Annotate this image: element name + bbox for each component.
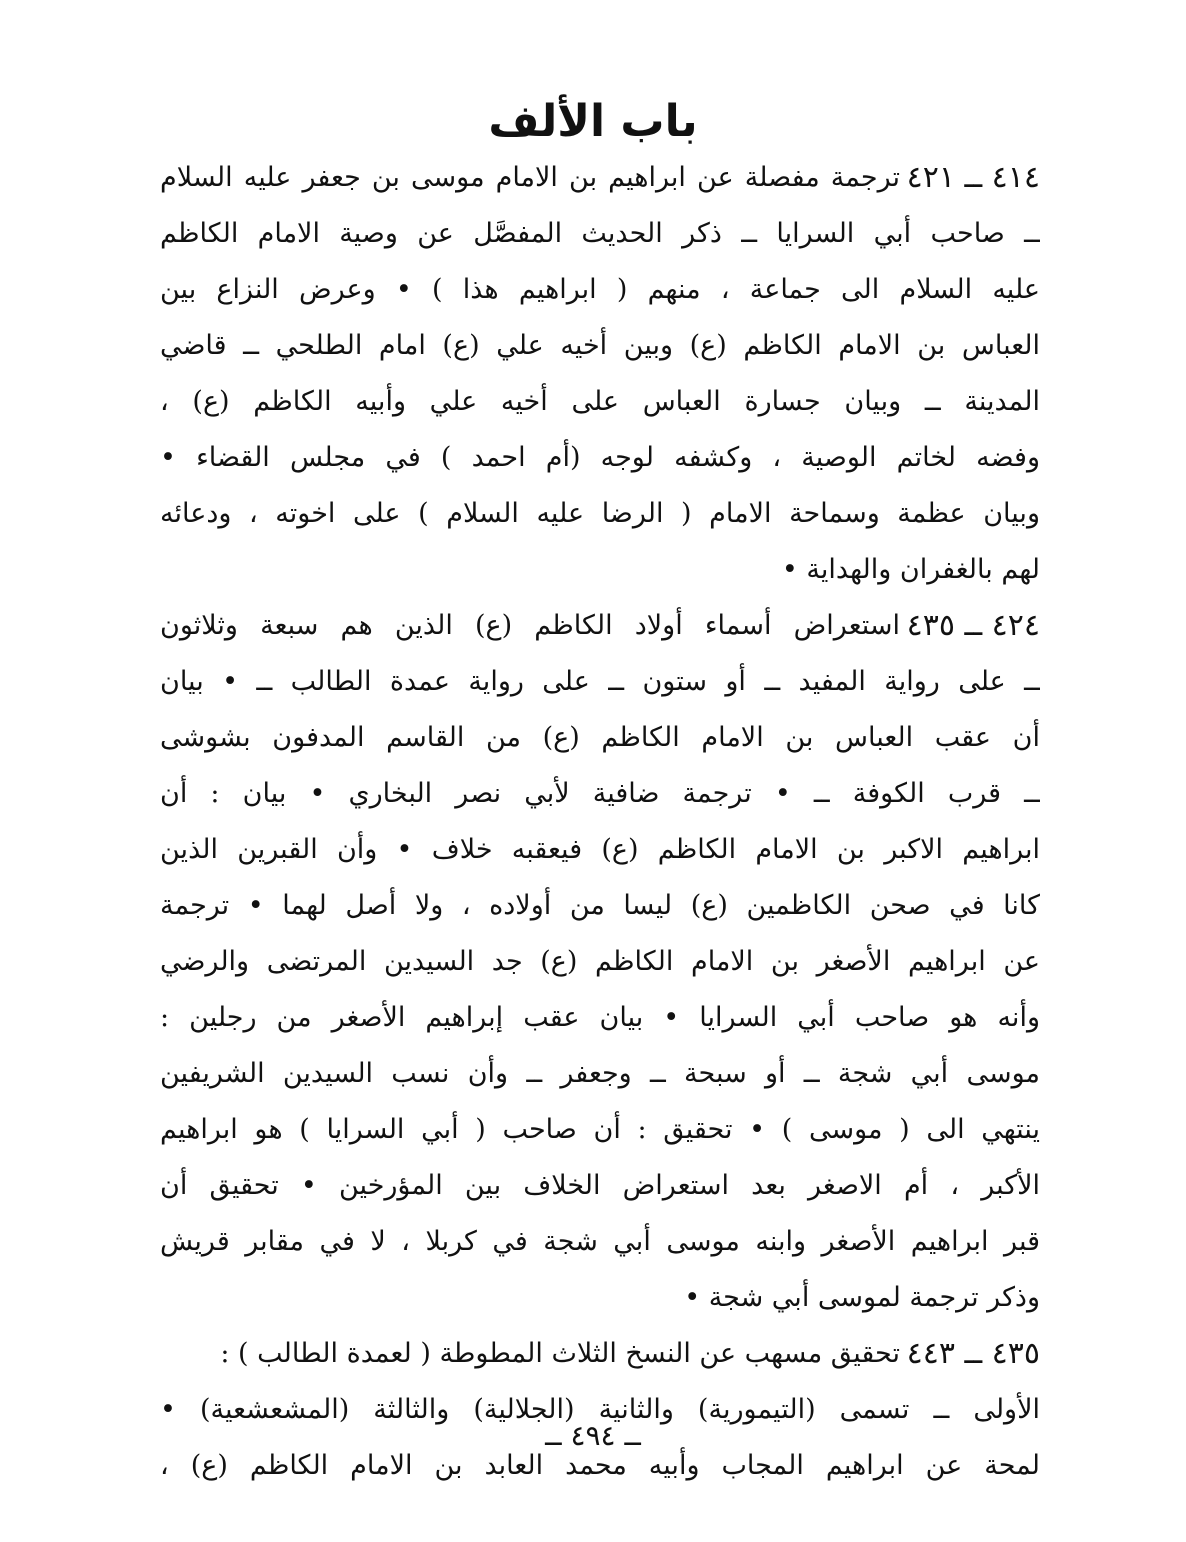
entry-line: الأولى ــ تسمى (التيمورية) والثانية (الجلالية) والثالثة (المشعشعية) • — [160, 1394, 1040, 1425]
entry — [160, 1326, 1040, 1494]
entry-line: لمحة عن ابراهيم المجاب وأبيه محمد العابد بن الامام الكاظم (ع) ، — [160, 1450, 1040, 1481]
entry-line: الأكبر ، أم الاصغر بعد استعراض الخلاف بين المؤرخين • تحقيق أن — [160, 1170, 1040, 1201]
entry-line: كانا في صحن الكاظمين (ع) ليسا من أولاده ، ولا أصل لهما • ترجمة — [160, 890, 1040, 921]
entry-number: ٤٣٥ ــ ٤٤٣ — [906, 1336, 1040, 1371]
entry-line: أن عقب العباس بن الامام الكاظم (ع) من القاسم المدفون بشوشى — [160, 722, 1040, 753]
entry-number: ٤١٤ ــ ٤٢١ — [906, 160, 1040, 195]
entry-line: لهم بالغفران والهداية • — [781, 554, 1040, 585]
entry-line: عن ابراهيم الأصغر بن الامام الكاظم (ع) جد السيدين المرتضى والرضي — [160, 946, 1040, 977]
entry-line: وبيان عظمة وسماحة الامام ( الرضا عليه السلام ) على اخوته ، ودعائه — [160, 498, 1040, 529]
entry-line: تحقيق مسهب عن النسخ الثلاث المطوطة ( لعمدة الطالب ) : — [220, 1338, 900, 1369]
entry — [160, 150, 1040, 598]
entry-line: المدينة ــ وبيان جسارة العباس على أخيه علي وأبيه الكاظم (ع) ، — [160, 386, 1040, 417]
entry-line: ابراهيم الاكبر بن الامام الكاظم (ع) فيعقبه خلاف • وأن القبرين الذين — [160, 834, 1040, 865]
page-number: ــ ٤٩٤ ــ — [545, 1419, 641, 1452]
entry-number: ٤٢٤ ــ ٤٣٥ — [906, 608, 1040, 643]
entry-line: استعراض أسماء أولاد الكاظم (ع) الذين هم سبعة وثلاثون — [160, 610, 900, 641]
entry-line: وأنه هو صاحب أبي السرايا • بيان عقب إبراهيم الأصغر من رجلين : — [160, 1002, 1040, 1033]
entry-line: وفضه لخاتم الوصية ، وكشفه لوجه (أم احمد ) في مجلس القضاء • — [160, 442, 1040, 473]
entry-line: قبر ابراهيم الأصغر وابنه موسى أبي شجة في كربلا ، لا في مقابر قريش — [160, 1226, 1040, 1257]
entry-line: عليه السلام الى جماعة ، منهم ( ابراهيم هذا ) • وعرض النزاع بين — [160, 274, 1040, 305]
entry-line: ــ على رواية المفيد ــ أو ستون ــ على رواية عمدة الطالب ــ • بيان — [160, 666, 1040, 697]
entries-list — [160, 150, 1040, 1494]
entry-line: ترجمة مفصلة عن ابراهيم بن الامام موسى بن جعفر عليه السلام — [160, 162, 900, 193]
entry — [160, 598, 1040, 1326]
entry-line: موسى أبي شجة ــ أو سبحة ــ وجعفر ــ وأن نسب السيدين الشريفين — [160, 1058, 1040, 1089]
entry-line: ــ صاحب أبي السرايا ــ ذكر الحديث المفصَّل عن وصية الامام الكاظم — [160, 218, 1040, 249]
page-title: باب الألف — [488, 96, 698, 147]
entry-line: ينتهي الى ( موسى ) • تحقيق : أن صاحب ( أبي السرايا ) هو ابراهيم — [160, 1114, 1040, 1145]
entry-line: ــ قرب الكوفة ــ • ترجمة ضافية لأبي نصر البخاري • بيان : أن — [160, 778, 1040, 809]
entry-line: العباس بن الامام الكاظم (ع) وبين أخيه علي (ع) امام الطلحي ــ قاضي — [160, 330, 1040, 361]
entry-line: وذكر ترجمة لموسى أبي شجة • — [684, 1282, 1040, 1313]
